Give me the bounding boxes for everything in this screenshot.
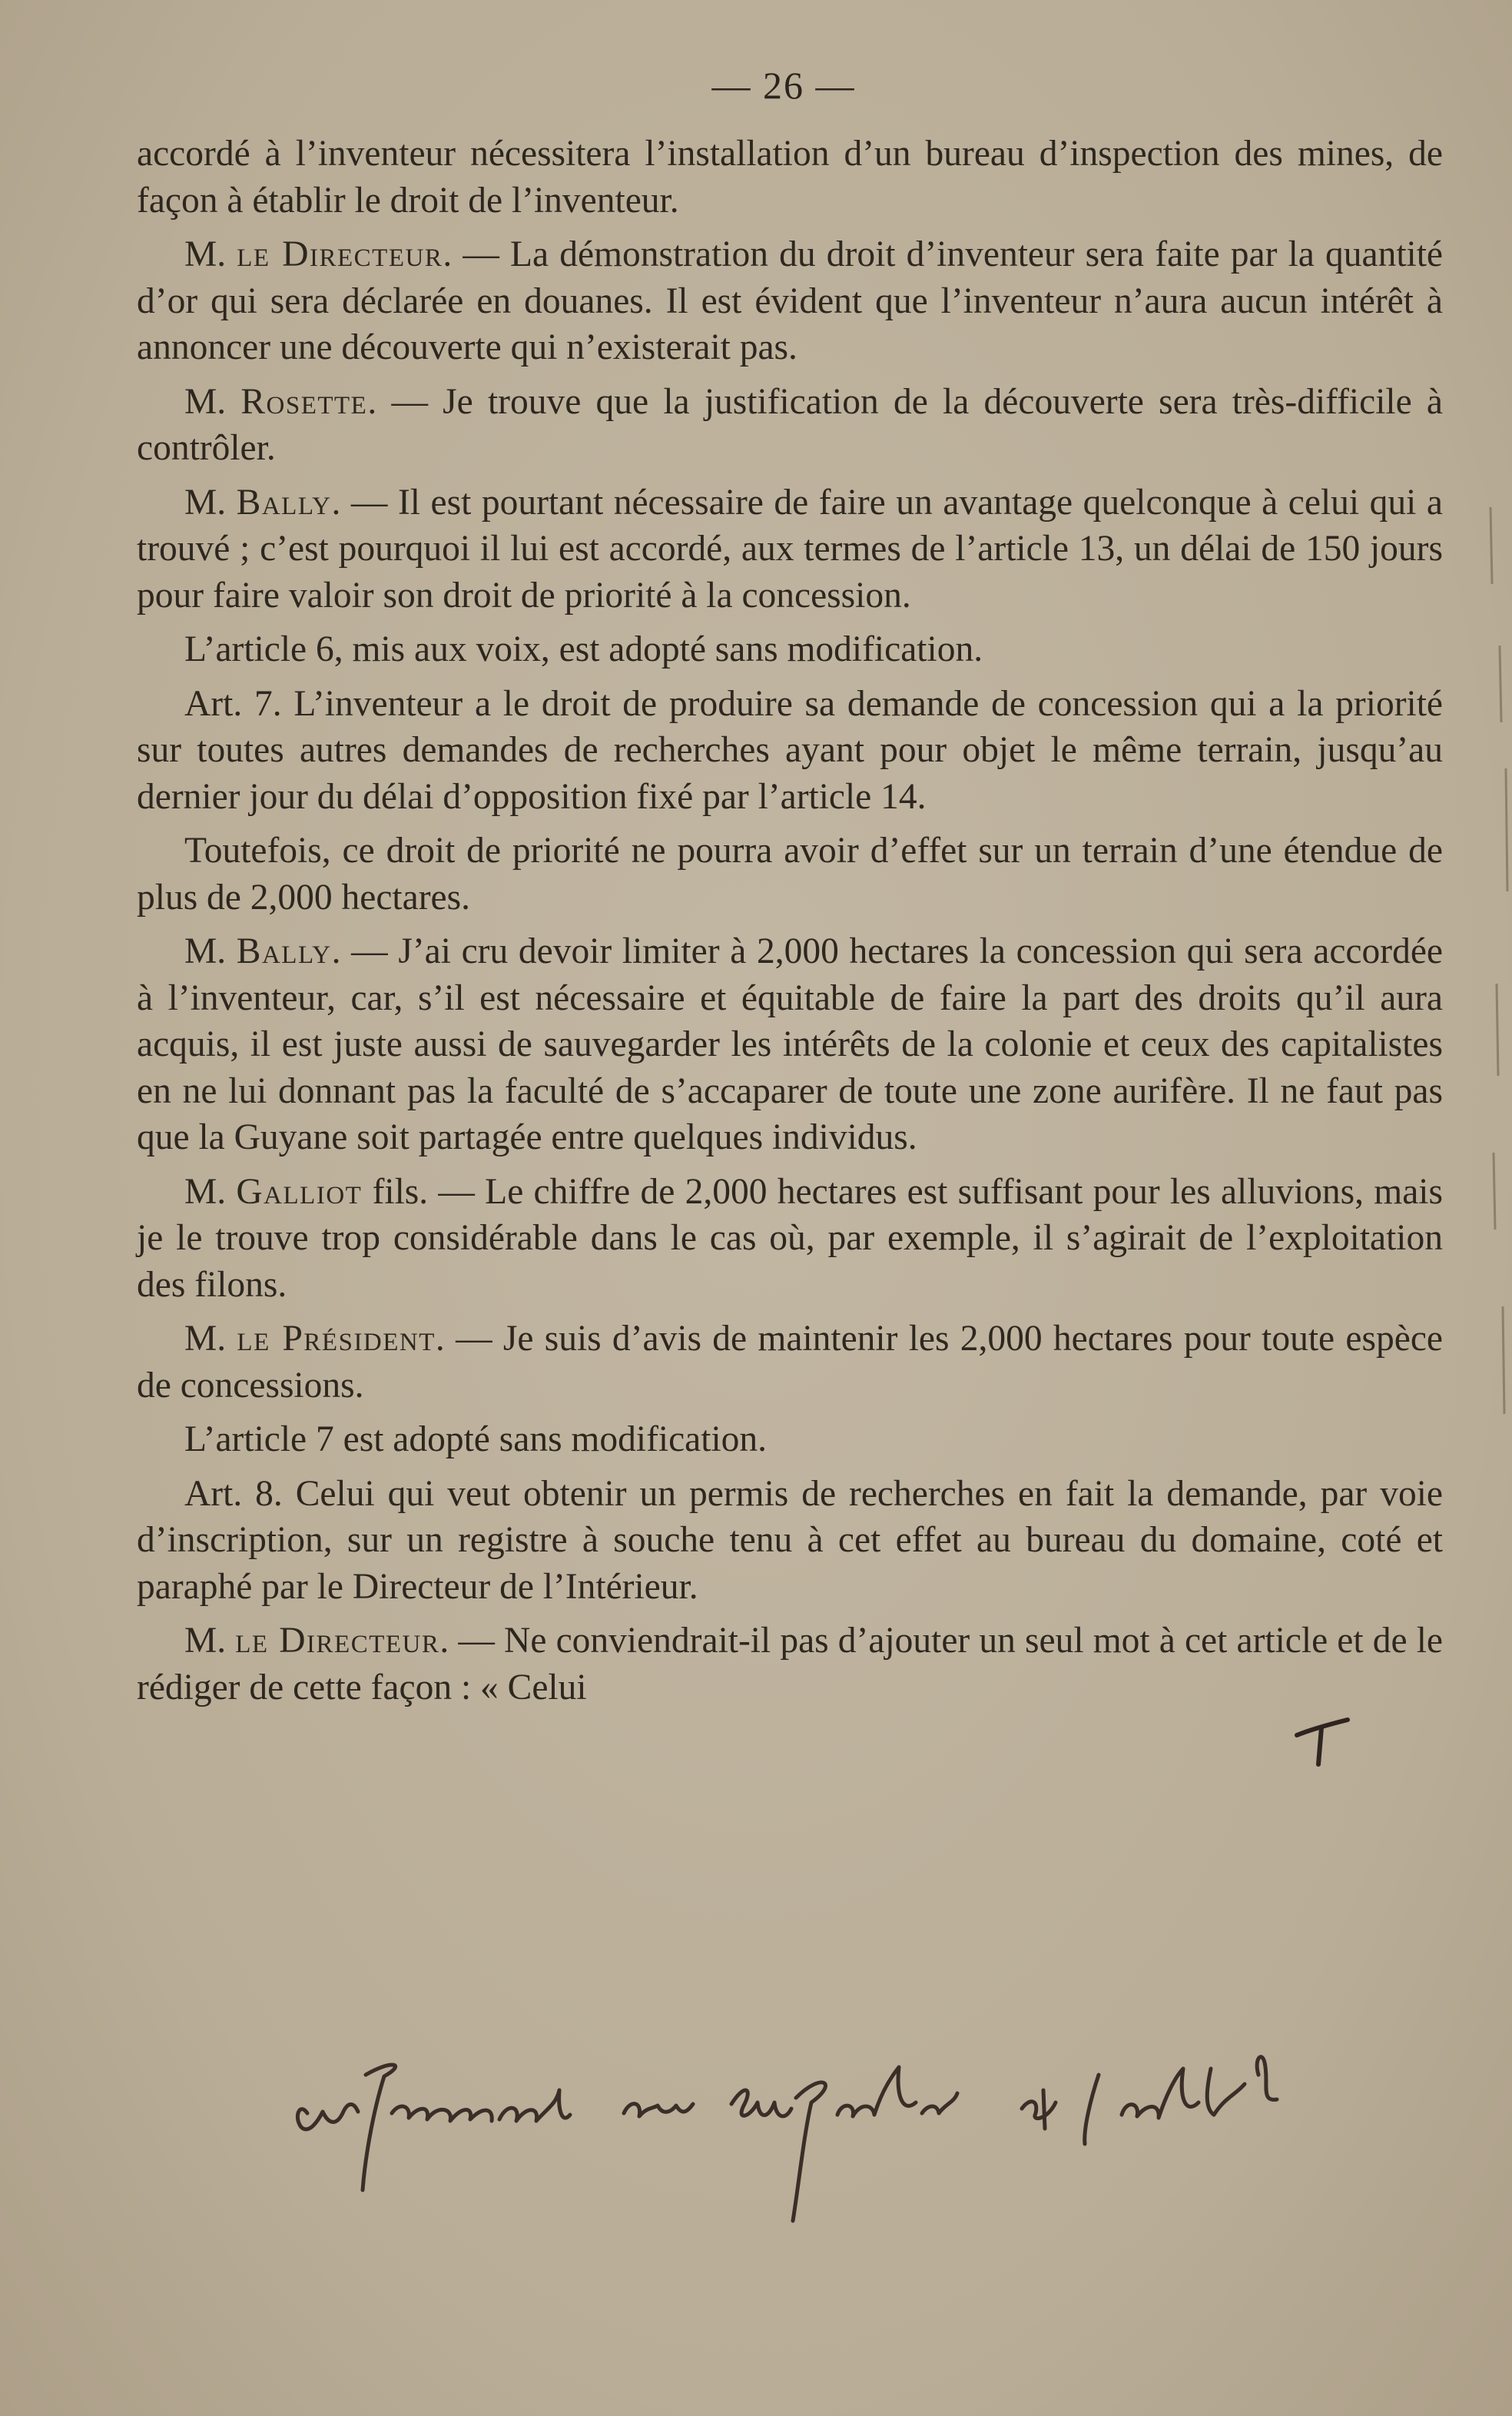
page-number: — 26 — (711, 64, 856, 107)
p7-text: Toutefois, ce droit de priorité ne pourra avoir d’effet sur un terrain d’une étendue de plus de 2,000 hectares. (137, 831, 1443, 918)
paragraph-3 (137, 379, 1443, 472)
p12-text: Art. 8. Celui qui veut obtenir un permis de recherches en fait la demande, par voie d’inscription, sur un registre à souche tenu à cet effet au bureau du domaine, coté et paraphé par le Directeur de l’Intérieur. (137, 1473, 1443, 1607)
paragraph-2 (137, 231, 1443, 371)
speaker-name: Bally (236, 482, 332, 523)
paragraph-6 (137, 681, 1443, 821)
p5-text: L’article 6, mis aux voix, est adopté sans modification. (184, 629, 983, 669)
speaker-prefix: M. (184, 1621, 236, 1661)
paragraph-9 (137, 1169, 1443, 1309)
paragraph-5 (137, 626, 1443, 673)
speaker-prefix: M. (184, 234, 237, 274)
speaker-name: le Président (237, 1319, 436, 1359)
paragraph-10 (137, 1316, 1443, 1409)
paragraph-13 (137, 1618, 1443, 1711)
insertion-mark-icon (1291, 1714, 1352, 1767)
speech-text: . — J’ai cru devoir limiter à 2,000 hectares la concession qui sera accordée à l’inventeur, car, s’il est nécessaire et équitable de faire la part des droits qu’il aura acquis, il est juste aussi de sauvegarder les intérêts de la colonie et ceux des capitalistes en ne lui donnant pas la faculté de s’accaparer de toute une zone aurifère. Il ne faut pas que la Guyane soit partagée entre quelques individus. (137, 931, 1443, 1157)
speaker-name: le Directeur (235, 1621, 440, 1661)
speech-text: . — Ne conviendrait-il pas d’ajouter un seul mot à cet article et de le rédiger de cette façon : « Celui (137, 1621, 1443, 1707)
speaker-name: Bally (236, 931, 332, 971)
speaker-prefix: M. (184, 1171, 237, 1212)
speech-text: . — Il est pourtant nécessaire de faire un avantage quelconque à celui qui a trouvé ; c’est pourquoi il lui est accordé, aux termes de l’article 13, un délai de 150 jours pour faire valoir son droit de priorité à la concession. (137, 482, 1443, 616)
speaker-name: Galliot (236, 1171, 363, 1212)
scan-edge-marks (1460, 492, 1512, 1445)
p11-text: L’article 7 est adopté sans modification. (184, 1419, 768, 1459)
p6-text: Art. 7. L’inventeur a le droit de produire sa demande de concession qui a la priorité sur toutes autres demandes de recherches ayant pour objet le même terrain, jusqu’au dernier jour du délai d’opposition fixé par l’article 14. (137, 683, 1443, 817)
speaker-prefix: M. (184, 381, 241, 422)
speaker-prefix: M. (184, 1319, 237, 1359)
paragraph-4 (137, 480, 1443, 619)
speaker-name: le Directeur (237, 234, 443, 274)
speech-text: . — Je trouve que la justification de la découverte sera très-difficile à contrôler. (137, 381, 1443, 468)
paragraph-12 (137, 1471, 1443, 1611)
speech-text: . — La démonstration du droit d’inventeur sera faite par la quantité d’or qui sera déclarée en douanes. Il est évident que l’inventeur n’aura aucun intérêt à annoncer une découverte qui n’existerait pas. (137, 234, 1443, 367)
paragraph-11 (137, 1416, 1443, 1463)
body-text (137, 131, 1443, 1718)
speaker-name: Rosette (240, 381, 368, 422)
handwritten-annotation (292, 2029, 1512, 2259)
speech-text: fils. — Le chiffre de 2,000 hectares est suffisant pour les alluvions, mais je le trouve trop considérable dans le cas où, par exemple, il s’agirait de l’exploitation des filons. (137, 1171, 1443, 1305)
paragraph-7 (137, 828, 1443, 921)
paragraph-1 (137, 131, 1443, 224)
speaker-prefix: M. (184, 482, 237, 523)
p1-text: accordé à l’inventeur nécessitera l’installation d’un bureau d’inspection des mines, de façon à établir le droit de l’inventeur. (137, 134, 1443, 221)
paragraph-8 (137, 928, 1443, 1161)
speaker-prefix: M. (184, 931, 237, 971)
speech-text: . — Je suis d’avis de maintenir les 2,000 hectares pour toute espèce de concessions. (137, 1319, 1443, 1405)
